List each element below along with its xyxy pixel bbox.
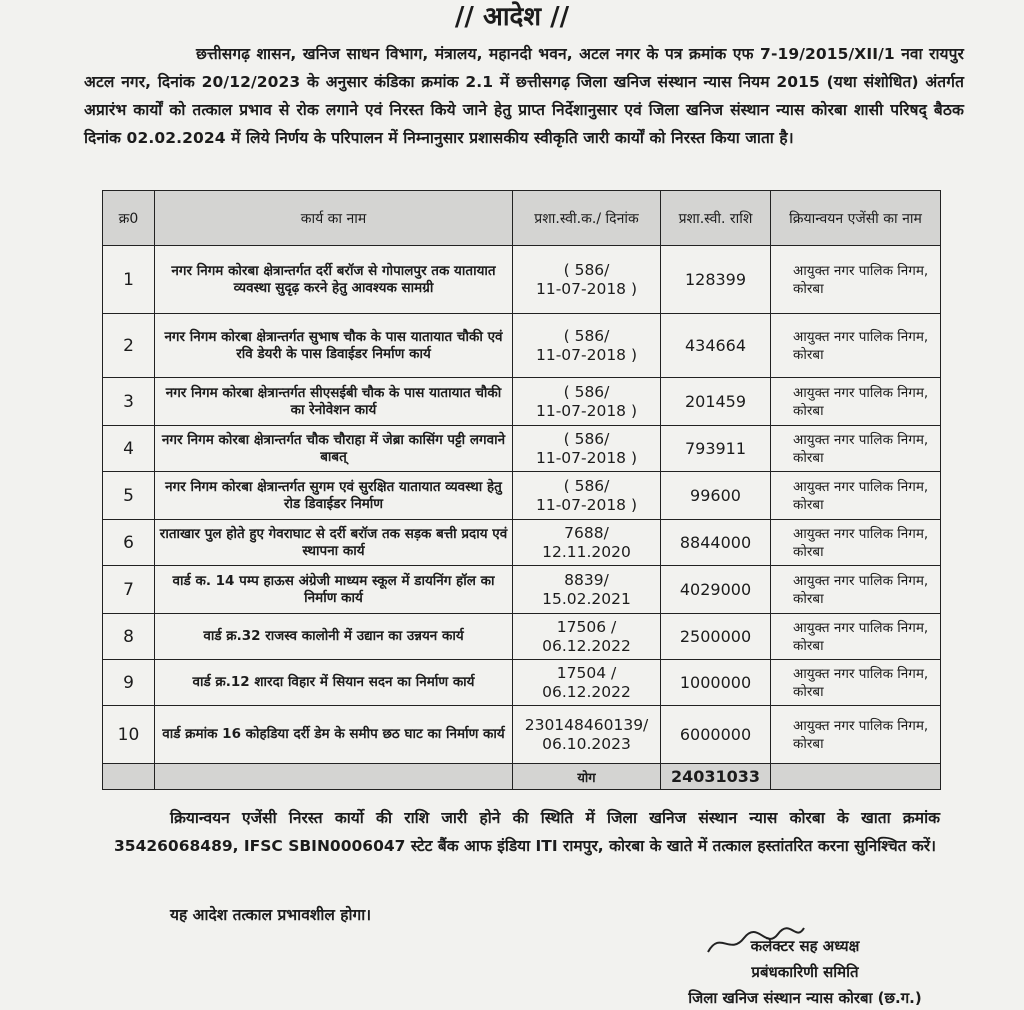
cell-order [513, 614, 661, 660]
intro-paragraph [84, 40, 964, 152]
order-number: 8839/ [564, 570, 609, 589]
cell-amount: 99600 [661, 472, 771, 520]
cancelled-works-table [102, 190, 941, 790]
header-agency: क्रियान्वयन एजेंसी का नाम [771, 191, 941, 246]
cell-order [513, 660, 661, 706]
order-date: 06.12.2022 [542, 682, 631, 701]
order-date: 11-07-2018 ) [535, 448, 638, 467]
document-title: // आदेश // [454, 2, 570, 32]
table-row [103, 246, 941, 314]
table-row [103, 706, 941, 764]
signature-trust: जिला खनिज संस्थान न्यास कोरबा (छ.ग.) [688, 989, 922, 1007]
cell-agency: आयुक्त नगर पालिक निगम, कोरबा [771, 660, 941, 706]
cell-work-name: नगर निगम कोरबा क्षेत्रान्तर्गत चौक चौराहा में जेब्रा कासिंग पट्टी लगवाने बाबत् [155, 426, 513, 472]
cell-order [513, 246, 661, 314]
table-total-row [103, 764, 941, 790]
cell-sn: 6 [103, 520, 155, 566]
header-amount: प्रशा.स्वी. राशि [661, 191, 771, 246]
table-row [103, 472, 941, 520]
cell-sn: 8 [103, 614, 155, 660]
header-order: प्रशा.स्वी.क./ दिनांक [513, 191, 661, 246]
cell-amount: 2500000 [661, 614, 771, 660]
total-value: 24031033 [661, 764, 771, 790]
cell-work-name: वार्ड क्र.12 शारदा विहार में सियान सदन का निर्माण कार्य [155, 660, 513, 706]
cell-work-name: राताखार पुल होते हुए गेवराघाट से दर्री बरॉज तक सड़क बत्ती प्रदाय एवं स्थापना कार्य [155, 520, 513, 566]
order-date: 11-07-2018 ) [535, 279, 638, 298]
cell-work-name: नगर निगम कोरबा क्षेत्रान्तर्गत सुगम एवं सुरक्षित यातायात व्यवस्था हेतु रोड डिवाईडर निर्माण [155, 472, 513, 520]
table-header-row [103, 191, 941, 246]
table-row [103, 614, 941, 660]
cell-amount: 201459 [661, 378, 771, 426]
order-date: 12.11.2020 [542, 542, 631, 561]
cell-agency: आयुक्त नगर पालिक निगम, कोरबा [771, 378, 941, 426]
cell-order [513, 566, 661, 614]
cell-work-name: नगर निगम कोरबा क्षेत्रान्तर्गत दर्री बरॉज से गोपालपुर तक यातायात व्यवस्था सुदृढ़ करने हेतु आवश्यक सामग्री [155, 246, 513, 314]
cell-order [513, 520, 661, 566]
cell-amount: 434664 [661, 314, 771, 378]
cell-work-name: नगर निगम कोरबा क्षेत्रान्तर्गत सीएसईबी चौक के पास यातायात चौकी का रेनोवेशन कार्य [155, 378, 513, 426]
footer-paragraph [114, 804, 940, 860]
order-number: ( 586/ [563, 476, 610, 495]
order-number: ( 586/ [563, 429, 610, 448]
table-row [103, 520, 941, 566]
order-number: 7688/ [564, 523, 609, 542]
signature-committee: प्रबंधकारिणी समिति [751, 963, 859, 981]
order-number: 17504 / [556, 663, 617, 682]
intro-text: छत्तीसगढ़ शासन, खनिज साधन विभाग, मंत्रालय, महानदी भवन, अटल नगर के पत्र क्रमांक एफ 7-19/2015/XII/1 नवा रायपुर अटल नगर, दिनांक 20/12/2023 के अनुसार कंडिका क्रमांक 2.1 में छत्तीसगढ़ जिला खनिज संस्थान न्यास नियम 2015 (यथा संशोधित) अंतर्गत अप्रारंभ कार्यों को तत्काल प्रभाव से रोक लगाने एवं निरस्त किये जाने हेतु प्राप्त निर्देशानुसार एवं जिला खनिज संस्थान न्यास कोरबा शासी परिषद् बैठक दिनांक 02.02.2024 में लिये निर्णय के परिपालन में निम्नानुसार प्रशासकीय स्वीकृति जारी कार्यों को निरस्त किया जाता है। [84, 45, 964, 147]
cell-work-name: वार्ड क. 14 पम्प हाऊस अंग्रेजी माध्यम स्कूल में डायनिंग हॉल का निर्माण कार्य [155, 566, 513, 614]
table-row [103, 566, 941, 614]
cell-sn: 9 [103, 660, 155, 706]
cell-order [513, 426, 661, 472]
cell-amount: 4029000 [661, 566, 771, 614]
cell-order [513, 706, 661, 764]
total-label: योग [513, 764, 661, 790]
cell-sn: 10 [103, 706, 155, 764]
header-work-name: कार्य का नाम [155, 191, 513, 246]
order-number: ( 586/ [563, 382, 610, 401]
table-row [103, 426, 941, 472]
cell-sn: 1 [103, 246, 155, 314]
cell-agency: आयुक्त नगर पालिक निगम, कोरबा [771, 706, 941, 764]
cell-agency: आयुक्त नगर पालिक निगम, कोरबा [771, 426, 941, 472]
order-date: 15.02.2021 [542, 589, 631, 608]
order-number: 230148460139/ [524, 715, 649, 734]
order-date: 11-07-2018 ) [535, 345, 638, 364]
order-number: ( 586/ [563, 260, 610, 279]
effect-statement: यह आदेश तत्काल प्रभावशील होगा। [170, 906, 372, 924]
cell-work-name: वार्ड क्र.32 राजस्व कालोनी में उद्यान का उन्नयन कार्य [155, 614, 513, 660]
cell-amount: 8844000 [661, 520, 771, 566]
order-number: ( 586/ [563, 326, 610, 345]
cell-amount: 793911 [661, 426, 771, 472]
table-row [103, 314, 941, 378]
cell-amount: 1000000 [661, 660, 771, 706]
cell-sn: 5 [103, 472, 155, 520]
cell-agency: आयुक्त नगर पालिक निगम, कोरबा [771, 614, 941, 660]
order-date: 06.10.2023 [542, 734, 631, 753]
cell-order [513, 378, 661, 426]
cell-agency: आयुक्त नगर पालिक निगम, कोरबा [771, 246, 941, 314]
table-row [103, 378, 941, 426]
cell-agency: आयुक्त नगर पालिक निगम, कोरबा [771, 566, 941, 614]
cell-amount: 128399 [661, 246, 771, 314]
cell-sn: 4 [103, 426, 155, 472]
order-number: 17506 / [556, 617, 617, 636]
footer-text: क्रियान्वयन एजेंसी निरस्त कार्यो की राशि जारी होने की स्थिति में जिला खनिज संस्थान न्यास कोरबा के खाता क्रमांक 35426068489, IFSC SBIN0006047 स्टेट बैंक आफ इंडिया ITI रामपुर, कोरबा के खाते में तत्काल हस्तांतरित करना सुनिश्चित करें। [114, 809, 940, 855]
cell-agency: आयुक्त नगर पालिक निगम, कोरबा [771, 472, 941, 520]
signature-designation: कलेक्टर सह अध्यक्ष [750, 937, 860, 955]
cell-work-name: वार्ड क्रमांक 16 कोहडिया दर्री डेम के समीप छठ घाट का निर्माण कार्य [155, 706, 513, 764]
cell-order [513, 314, 661, 378]
cell-order [513, 472, 661, 520]
order-date: 11-07-2018 ) [535, 495, 638, 514]
order-date: 06.12.2022 [542, 636, 631, 655]
cell-sn: 2 [103, 314, 155, 378]
cell-sn: 3 [103, 378, 155, 426]
cell-sn: 7 [103, 566, 155, 614]
cell-agency: आयुक्त नगर पालिक निगम, कोरबा [771, 520, 941, 566]
cell-work-name: नगर निगम कोरबा क्षेत्रान्तर्गत सुभाष चौक के पास यातायात चौकी एवं रवि डेयरी के पास डिवाईडर निर्माण कार्य [155, 314, 513, 378]
order-date: 11-07-2018 ) [535, 401, 638, 420]
cell-agency: आयुक्त नगर पालिक निगम, कोरबा [771, 314, 941, 378]
header-sn: क्र0 [103, 191, 155, 246]
cell-amount: 6000000 [661, 706, 771, 764]
table-row [103, 660, 941, 706]
